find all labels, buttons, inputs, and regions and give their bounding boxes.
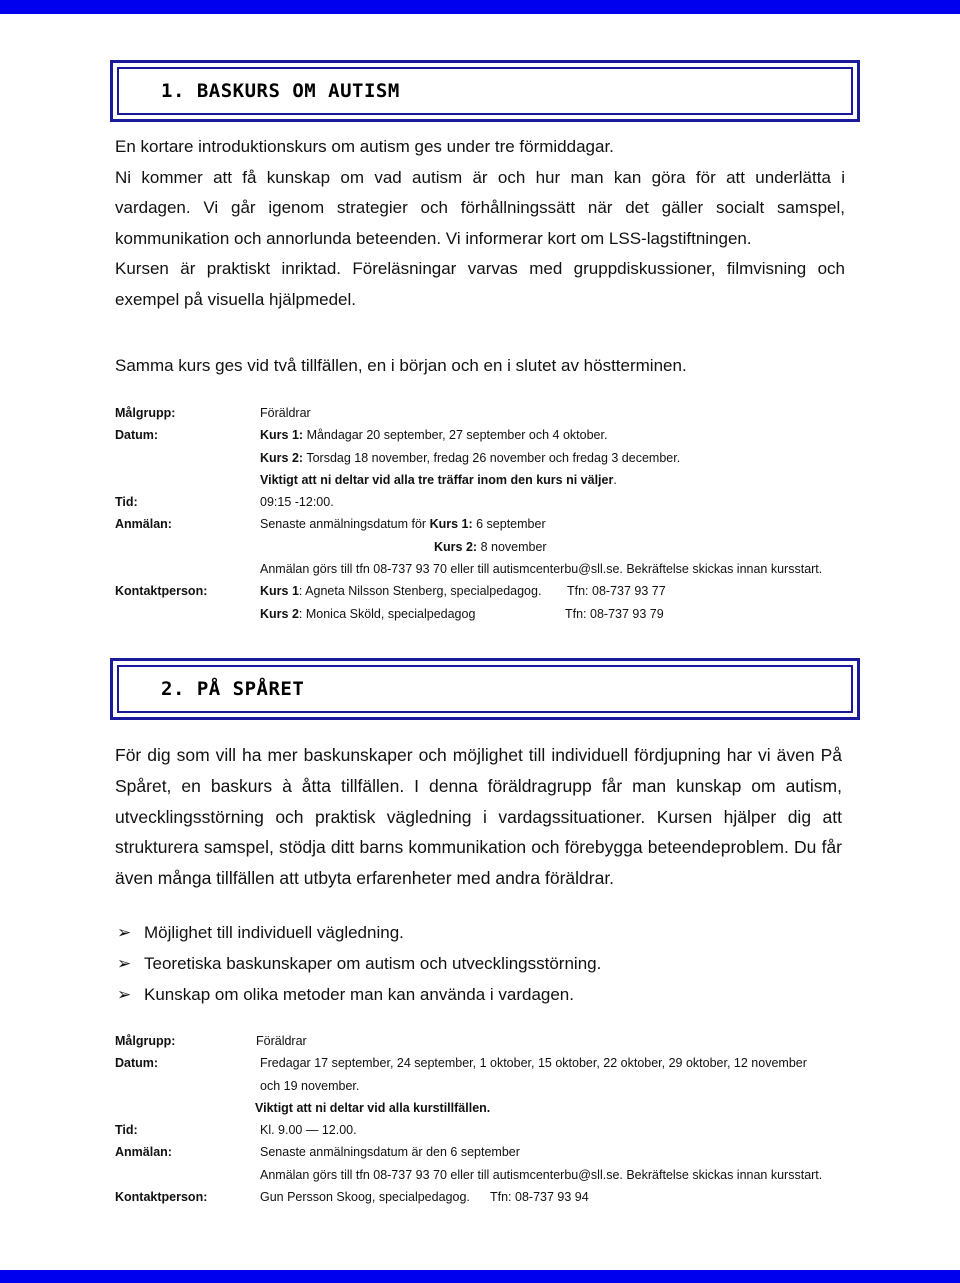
kurs2-label: Kurs 2: [260,450,304,465]
datum-line1: Fredagar 17 september, 24 september, 1 oktober, 15 oktober, 22 oktober, 29 oktober, 12 november [260,1056,807,1071]
section2-heading-box [110,658,860,720]
paragraph-line: kommunikation och annorlunda beteenden. Vi informerar kort om LSS-lagstiftningen. [115,228,752,248]
bullet-text: Teoretiska baskunskaper om autism och utvecklingsstörning. [144,954,602,973]
important-note [260,469,617,491]
info-row-datum [115,424,875,446]
tid-value: Kl. 9.00 — 12.00. [260,1123,357,1138]
info-row-malgrupp [115,402,875,424]
bullet-text: Kunskap om olika metoder man kan använda i vardagen. [144,985,574,1004]
contact1-name: : Agneta Nilsson Stenberg, specialpedagog. [298,584,542,599]
contact1-label: Kurs 1 [260,584,299,599]
paragraph-line: exempel på visuella hjälpmedel. [115,289,356,309]
deadline-kurs1-label: Kurs 1: [429,517,473,532]
paragraph-line: Ni kommer att få kunskap om vad autism är och hur man kan göra för att underlätta i [115,167,845,187]
paragraph-line: även många tillfällen att utbyta erfarenheter med andra föräldrar. [115,868,615,889]
contact2-phone: Tfn: 08-737 93 79 [565,606,664,621]
paragraph-line: Kursen är praktiskt inriktad. Föreläsningar varvas med gruppdiskussioner, filmvisning och [115,259,845,278]
arrow-bullet-icon: ➢ [117,954,132,973]
info-row-contact [115,1186,875,1208]
info-row-register [115,558,875,580]
info-row-malgrupp [115,1030,875,1052]
kurs1-dates-text: Måndagar 20 september, 27 september och 4 oktober. [306,428,608,443]
info-row-deadline-kurs2 [115,536,875,558]
kurs1-dates [260,424,607,446]
top-border-rule [0,0,960,14]
datum-label: Datum: [115,428,159,443]
malgrupp-label: Målgrupp: [115,1034,176,1048]
anmalan-label: Anmälan: [115,1145,172,1160]
info-row-contact2 [115,603,875,625]
important-text: Viktigt att ni deltar vid alla kurstillfällen. [255,1100,491,1115]
important-text: Viktigt att ni deltar vid alla tre träffar inom den kurs ni väljer [260,472,614,487]
section1-intro-paragraph [115,132,845,315]
register-text: Anmälan görs till tfn 08-737 93 70 eller till autismcenterbu@sll.se. Bekräftelse skickas innan kursstart. [260,1167,823,1182]
info-row-anmalan [115,513,875,535]
contact1 [260,580,541,602]
kurs2-dates-text: Torsdag 18 november, fredag 26 november och fredag 3 december. [306,450,681,465]
info-row-register [115,1164,875,1186]
kontakt-label: Kontaktperson: [115,584,208,599]
info-row-datum-cont [115,1075,875,1097]
contact-name: Gun Persson Skoog, specialpedagog. [260,1190,470,1205]
paragraph-line: Spåret, en baskurs à åtta tillfällen. I denna föräldragrupp får man kunskap om autism, [115,775,842,796]
deadline-kurs1-date: 6 september [476,517,546,532]
contact-phone: Tfn: 08-737 93 94 [490,1190,589,1205]
paragraph-line: En kortare introduktionskurs om autism ges under tre förmiddagar. [115,137,614,156]
info-row-tid [115,1119,875,1141]
paragraph-line: För dig som vill ha mer baskunskaper och möjlighet till individuell fördjupning har vi även På [115,745,842,765]
section2-intro-paragraph [115,740,842,894]
important-period: . [613,472,617,487]
paragraph-line: vardagen. Vi går igenom strategier och förhållningssätt när det gäller socialt samspel, [115,198,845,217]
info-row-tid [115,491,875,513]
contact2 [260,603,475,625]
info-row-datum [115,1052,875,1074]
important-note [255,1097,490,1119]
tid-label: Tid: [115,495,138,510]
deadline-kurs1 [260,513,546,535]
kontakt-label: Kontaktperson: [115,1190,208,1205]
section1-heading: 1. BASKURS OM AUTISM [161,80,400,102]
paragraph-line: utvecklingsstörning och praktisk vägledning i vardagssituationer. Kursen hjälper dig att [115,806,842,827]
info-row-important [115,1097,875,1119]
contact2-name: : Monica Sköld, specialpedagog [298,606,476,621]
arrow-bullet-icon: ➢ [117,985,132,1004]
malgrupp-label: Målgrupp: [115,406,176,420]
contact2-label: Kurs 2 [260,606,299,621]
info-row-important [115,469,875,491]
deadline-prefix: Senaste anmälningsdatum för [260,517,427,532]
section2-info-table [115,1030,875,1208]
deadline-text: Senaste anmälningsdatum är den 6 september [260,1145,520,1160]
kurs1-label: Kurs 1: [260,428,304,443]
arrow-bullet-icon: ➢ [117,923,132,942]
deadline-kurs2-date: 8 november [480,539,547,554]
datum-line2: och 19 november. [260,1078,360,1093]
deadline-kurs2 [434,536,547,558]
info-row-contact1 [115,580,875,602]
datum-label: Datum: [115,1056,159,1071]
info-row-anmalan [115,1141,875,1163]
tid-value: 09:15 -12:00. [260,495,334,510]
bullet-text: Möjlighet till individuell vägledning. [144,923,404,942]
deadline-kurs2-label: Kurs 2: [434,539,478,554]
bottom-border-rule [0,1270,960,1283]
contact1-phone: Tfn: 08-737 93 77 [567,584,666,599]
anmalan-label: Anmälan: [115,517,172,532]
section1-second-paragraph: Samma kurs ges vid två tillfällen, en i början och en i slutet av höstterminen. [115,356,687,375]
malgrupp-value: Föräldrar [256,1034,307,1048]
kurs2-dates [260,447,680,469]
malgrupp-value: Föräldrar [260,406,311,420]
paragraph-line: strukturera samspel, stödja ditt barns kommunikation och förebygga beteendeproblem. Du får [115,837,842,858]
section2-heading: 2. PÅ SPÅRET [161,678,305,700]
register-text: Anmälan görs till tfn 08-737 93 70 eller till autismcenterbu@sll.se. Bekräftelse skickas innan kursstart. [260,562,823,577]
info-row-kurs2 [115,447,875,469]
section1-heading-box [110,60,860,122]
section1-info-table [115,402,875,625]
tid-label: Tid: [115,1123,138,1138]
